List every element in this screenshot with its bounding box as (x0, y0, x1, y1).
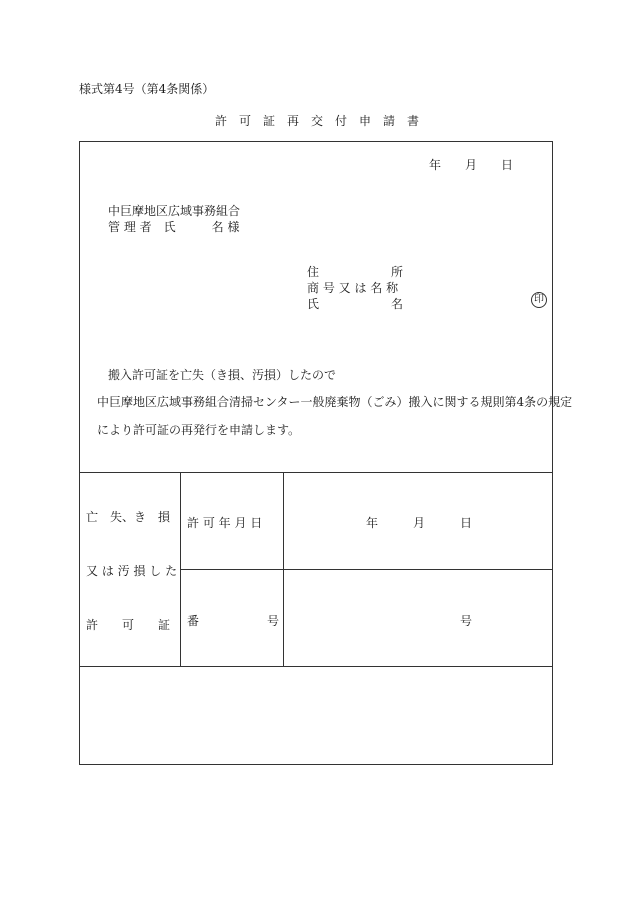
table-col-divider-2 (283, 472, 284, 666)
date-year: 年 (429, 158, 442, 172)
date-day: 日 (501, 158, 514, 172)
form-title: 許 可 証 再 交 付 申 請 書 (215, 114, 420, 128)
applicant-business-label: 商 号 又 は 名 称 (307, 281, 399, 295)
table-col-divider-1 (180, 472, 181, 666)
permit-date-label: 許 可 年 月 日 (187, 516, 263, 530)
seal-icon: 印 (531, 292, 547, 308)
permit-number-label-a: 番 (187, 614, 200, 628)
permit-date-day: 日 (460, 516, 473, 530)
lost-permit-label-line-3: 許 可 証 (86, 618, 171, 632)
date-month: 月 (465, 158, 478, 172)
table-mid-border (180, 569, 552, 570)
permit-number-suffix: 号 (460, 614, 473, 628)
lost-permit-label-line-1: 亡 失、き 損 (86, 510, 171, 524)
applicant-address-label: 住 所 (307, 265, 404, 279)
table-top-border (79, 472, 552, 473)
form-number: 様式第4号（第4条関係） (79, 82, 215, 96)
permit-number-label-b: 号 (267, 614, 280, 628)
permit-date-year: 年 (366, 516, 379, 530)
statement-line-2: 中巨摩地区広域事務組合清掃センター一般廃棄物（ごみ）搬入に関する規則第4条の規定 (97, 395, 573, 409)
recipient-role: 管 理 者 氏 名 様 (108, 220, 240, 234)
applicant-name-label: 氏 名 (307, 297, 404, 311)
lost-permit-label-line-2: 又 は 汚 損 し た (86, 564, 178, 578)
statement-line-3: により許可証の再発行を申請します。 (97, 423, 301, 437)
table-bottom-border (79, 666, 552, 667)
statement-line-1: 搬入許可証を亡失（き損、汚損）したので (108, 368, 337, 382)
permit-date-month: 月 (413, 516, 426, 530)
recipient-org: 中巨摩地区広域事務組合 (108, 204, 241, 218)
